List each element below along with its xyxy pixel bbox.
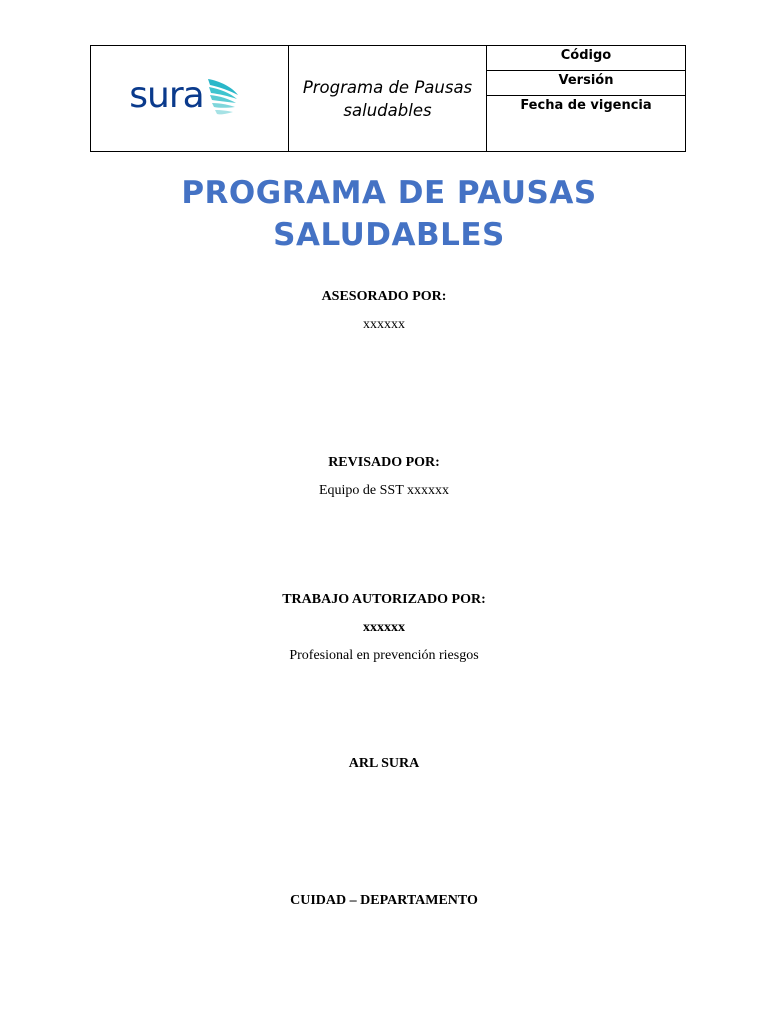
metadata-list xyxy=(487,46,685,151)
logo-wordmark: sura xyxy=(129,75,204,116)
sura-logo xyxy=(91,46,288,151)
document-header-table xyxy=(90,45,686,152)
document-title-line2: saludables xyxy=(343,100,432,120)
advised-by-value: xxxxxx xyxy=(363,317,405,332)
version-label: Versión xyxy=(487,71,685,96)
reviewed-by-value: Equipo de SST xxxxxx xyxy=(318,483,450,498)
document-title-line1: Programa de Pausas xyxy=(302,77,473,97)
authorized-by-label: TRABAJO AUTORIZADO POR: xyxy=(282,592,486,607)
document-title xyxy=(289,76,486,122)
arl-section xyxy=(0,750,768,778)
document-title-cell xyxy=(289,46,487,152)
authorized-by-role: Profesional en prevención riesgos xyxy=(289,648,479,663)
reviewed-by-label: REVISADO POR: xyxy=(328,455,440,470)
code-label: Código xyxy=(487,46,685,71)
main-title xyxy=(0,172,768,256)
city-department-label: CUIDAD – DEPARTAMENTO xyxy=(290,893,478,908)
arl-label: ARL SURA xyxy=(348,756,420,771)
main-title-line2: SALUDABLES xyxy=(273,217,505,253)
main-title-line1: PROGRAMA DE PAUSAS xyxy=(181,175,597,211)
advised-by-label: ASESORADO POR: xyxy=(321,289,447,304)
effective-date-label: Fecha de vigencia xyxy=(520,98,652,113)
authorized-by-section xyxy=(0,586,768,670)
logo-cell xyxy=(91,46,289,152)
reviewed-by-section xyxy=(0,449,768,505)
wing-icon xyxy=(206,75,240,119)
authorized-by-value: xxxxxx xyxy=(363,620,405,635)
metadata-cell xyxy=(487,46,686,152)
advised-by-section xyxy=(0,283,768,339)
city-section xyxy=(0,887,768,915)
